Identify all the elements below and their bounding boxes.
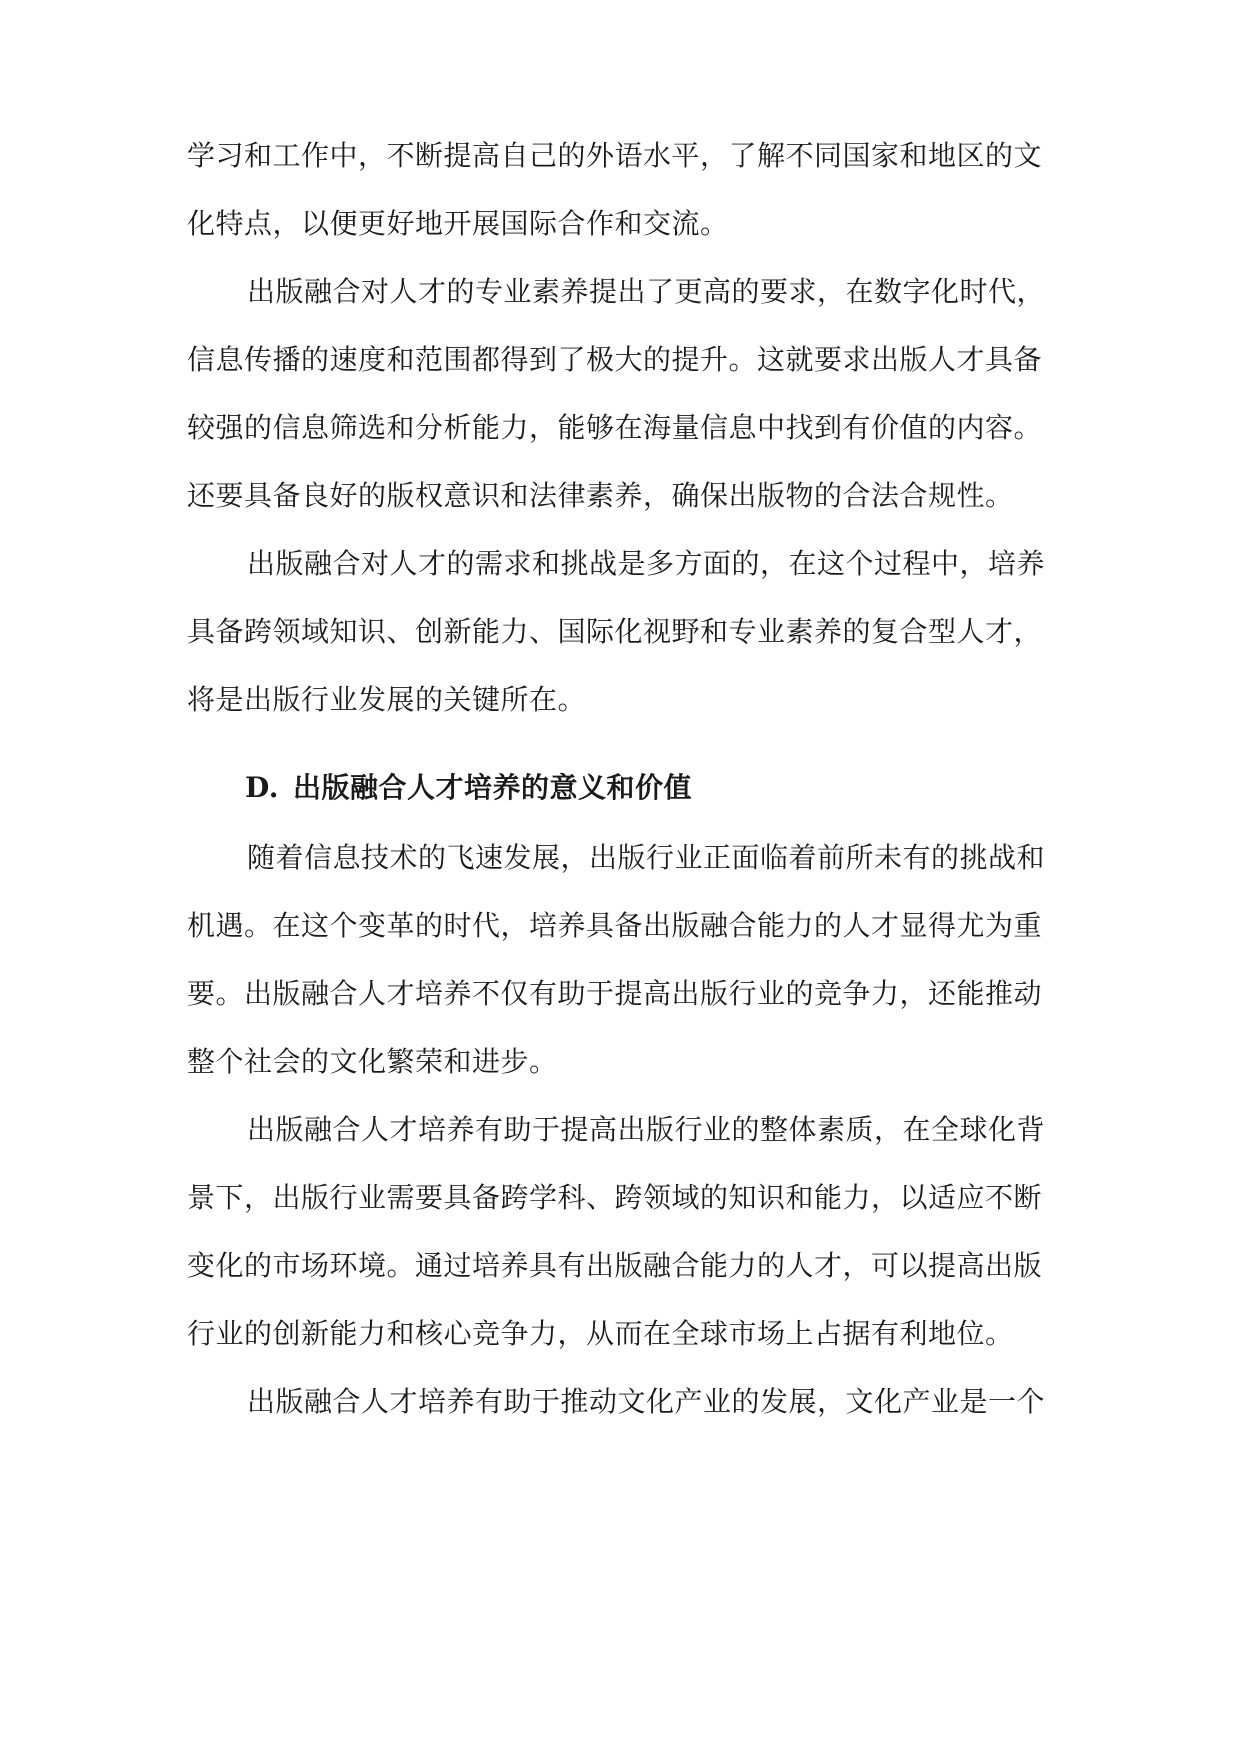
- paragraph-line: 行业的创新能力和核心竞争力，从而在全球市场上占据有利地位。: [187, 1317, 1014, 1350]
- paragraph-line: 出版融合人才培养有助于推动文化产业的发展，文化产业是一个: [247, 1385, 1046, 1418]
- paragraph-line: 学习和工作中，不断提高自己的外语水平，了解不同国家和地区的文: [187, 139, 1043, 172]
- paragraph-line: 化特点，以便更好地开展国际合作和交流。: [187, 207, 729, 240]
- paragraph-line: 还要具备良好的版权意识和法律素养，确保出版物的合法合规性。: [187, 479, 1014, 512]
- section-heading: [245, 764, 692, 812]
- paragraph-line: 景下，出版行业需要具备跨学科、跨领域的知识和能力，以适应不断: [187, 1181, 1043, 1214]
- paragraph-line: 随着信息技术的飞速发展，出版行业正面临着前所未有的挑战和: [247, 841, 1046, 874]
- paragraph-line: 出版融合对人才的需求和挑战是多方面的，在这个过程中，培养: [247, 547, 1046, 580]
- section-title: 出版融合人才培养的意义和价值: [293, 771, 693, 804]
- paragraph-line: 变化的市场环境。通过培养具有出版融合能力的人才，可以提高出版: [187, 1249, 1043, 1282]
- paragraph-line: 要。出版融合人才培养不仅有助于提高出版行业的竞争力，还能推动: [187, 977, 1043, 1010]
- paragraph-line: 机遇。在这个变革的时代，培养具备出版融合能力的人才显得尤为重: [187, 909, 1043, 942]
- paragraph-line: 出版融合对人才的专业素养提出了更高的要求，在数字化时代，: [247, 275, 1046, 308]
- paragraph-line: 具备跨领域知识、创新能力、国际化视野和专业素养的复合型人才，: [187, 615, 1043, 648]
- paragraph-line: 整个社会的文化繁荣和进步。: [187, 1045, 558, 1078]
- paragraph-line: 信息传播的速度和范围都得到了极大的提升。这就要求出版人才具备: [187, 343, 1043, 376]
- paragraph-line: 较强的信息筛选和分析能力，能够在海量信息中找到有价值的内容。: [187, 411, 1043, 444]
- section-letter: D.: [245, 771, 280, 804]
- paragraph-line: 将是出版行业发展的关键所在。: [187, 683, 587, 716]
- paragraph-line: 出版融合人才培养有助于提高出版行业的整体素质，在全球化背: [247, 1113, 1046, 1146]
